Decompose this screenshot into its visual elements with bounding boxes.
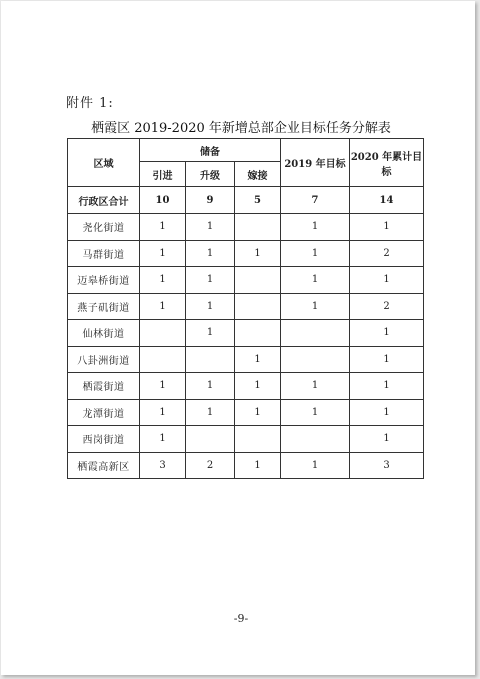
header-upgrade: 升级: [186, 162, 235, 187]
cell-introduce: 3: [140, 452, 186, 479]
cell-graft: [235, 293, 281, 320]
header-district: 区域: [68, 139, 140, 187]
cell-target-2019: 1: [281, 399, 350, 426]
header-target-2020: 2020 年累计目标: [350, 139, 424, 187]
table-row: [68, 452, 424, 479]
cell-upgrade: 1: [186, 293, 235, 320]
cell-introduce: 1: [140, 214, 186, 241]
cell-upgrade: 1: [186, 399, 235, 426]
cell-graft: [235, 267, 281, 294]
row-name: 尧化街道: [68, 214, 140, 241]
cell-target-2019: [281, 426, 350, 453]
cell-introduce: 1: [140, 426, 186, 453]
row-name: 马群街道: [68, 240, 140, 267]
header-introduce: 引进: [140, 162, 186, 187]
cell-graft: 1: [235, 346, 281, 373]
table-row: [68, 346, 424, 373]
cell-upgrade: 1: [186, 373, 235, 400]
cell-introduce: 1: [140, 240, 186, 267]
cell-introduce: 1: [140, 267, 186, 294]
cell-target-2019: [281, 346, 350, 373]
cell-upgrade: 1: [186, 214, 235, 241]
row-name: 龙潭街道: [68, 399, 140, 426]
page-number: -9-: [233, 612, 249, 625]
row-name: 八卦洲街道: [68, 346, 140, 373]
cell-introduce: 10: [140, 187, 186, 214]
cell-introduce: 1: [140, 293, 186, 320]
table-row: [68, 240, 424, 267]
header-reserve: 储备: [140, 139, 281, 162]
cell-introduce: 1: [140, 399, 186, 426]
cell-target-2020: 3: [350, 452, 424, 479]
cell-target-2019: 1: [281, 214, 350, 241]
cell-target-2019: 1: [281, 240, 350, 267]
cell-target-2019: 1: [281, 293, 350, 320]
table-row-total: [68, 187, 424, 214]
header-graft: 嫁接: [235, 162, 281, 187]
row-name: 迈皋桥街道: [68, 267, 140, 294]
cell-target-2020: 1: [350, 267, 424, 294]
table-row: [68, 293, 424, 320]
cell-graft: 1: [235, 452, 281, 479]
cell-graft: 5: [235, 187, 281, 214]
cell-upgrade: [186, 346, 235, 373]
cell-introduce: [140, 320, 186, 347]
cell-introduce: 1: [140, 373, 186, 400]
cell-target-2019: 7: [281, 187, 350, 214]
cell-target-2020: 1: [350, 426, 424, 453]
row-name: 栖霞高新区: [68, 452, 140, 479]
cell-introduce: [140, 346, 186, 373]
cell-graft: 1: [235, 399, 281, 426]
cell-graft: 1: [235, 373, 281, 400]
row-name: 燕子矶街道: [68, 293, 140, 320]
cell-graft: [235, 426, 281, 453]
row-name: 栖霞街道: [68, 373, 140, 400]
table-row: [68, 426, 424, 453]
cell-target-2020: 1: [350, 214, 424, 241]
cell-upgrade: [186, 426, 235, 453]
cell-upgrade: 9: [186, 187, 235, 214]
cell-graft: [235, 214, 281, 241]
cell-target-2020: 1: [350, 320, 424, 347]
cell-graft: [235, 320, 281, 347]
cell-target-2019: 1: [281, 373, 350, 400]
table-row: [68, 267, 424, 294]
cell-target-2020: 1: [350, 346, 424, 373]
row-name: 西岗街道: [68, 426, 140, 453]
table-row: [68, 320, 424, 347]
cell-target-2019: 1: [281, 267, 350, 294]
target-table: [67, 138, 424, 479]
cell-target-2020: 2: [350, 240, 424, 267]
cell-upgrade: 2: [186, 452, 235, 479]
row-name: 行政区合计: [68, 187, 140, 214]
cell-target-2019: 1: [281, 452, 350, 479]
cell-target-2020: 1: [350, 399, 424, 426]
document-page: [1, 1, 475, 675]
cell-target-2019: [281, 320, 350, 347]
table-title: 栖霞区 2019-2020 年新增总部企业目标任务分解表: [91, 121, 391, 136]
attachment-label: 附件 1:: [66, 96, 114, 111]
table-row: [68, 373, 424, 400]
table-row: [68, 399, 424, 426]
row-name: 仙林街道: [68, 320, 140, 347]
cell-upgrade: 1: [186, 320, 235, 347]
cell-upgrade: 1: [186, 240, 235, 267]
cell-upgrade: 1: [186, 267, 235, 294]
cell-target-2020: 14: [350, 187, 424, 214]
cell-target-2020: 1: [350, 373, 424, 400]
header-target-2019: 2019 年目标: [281, 139, 350, 187]
cell-target-2020: 2: [350, 293, 424, 320]
cell-graft: 1: [235, 240, 281, 267]
table-row: [68, 214, 424, 241]
